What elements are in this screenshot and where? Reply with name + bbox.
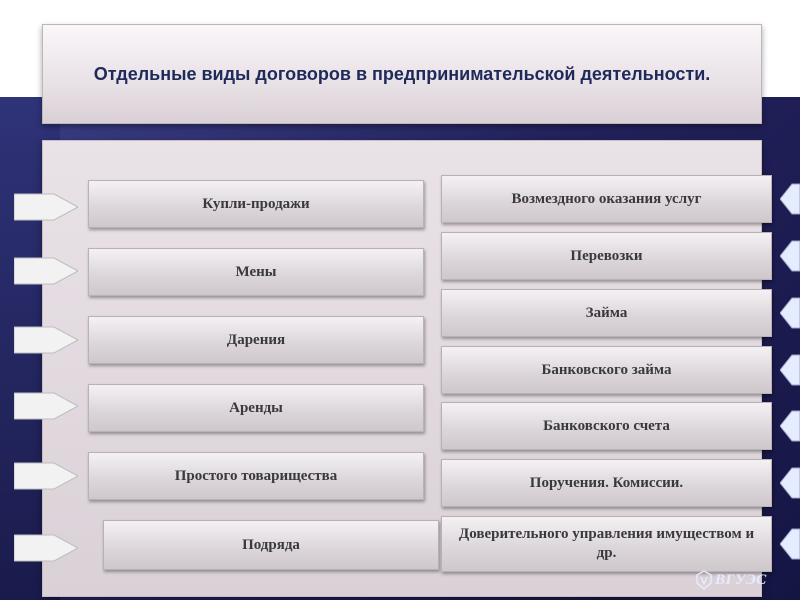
contract-item-exchange[interactable]: Мены — [88, 248, 424, 296]
left-arrow-icon — [14, 527, 78, 569]
logo-text: ВГУЭС — [715, 571, 767, 588]
left-arrow-icon — [14, 385, 78, 427]
right-arrow-icon — [780, 292, 800, 334]
contract-item-carriage[interactable]: Перевозки — [441, 232, 772, 280]
logo — [696, 568, 786, 592]
left-arrow-icon — [14, 319, 78, 361]
right-arrow-icon — [780, 405, 800, 447]
page-title: Отдельные виды договоров в предпринимательской деятельности. — [93, 64, 711, 84]
contract-item-sale[interactable]: Купли-продажи — [88, 180, 424, 228]
right-arrow-icon — [780, 178, 800, 220]
logo-emblem-icon — [696, 570, 712, 590]
contract-item-agency-commission[interactable]: Поручения. Комиссии. — [441, 459, 772, 507]
right-arrow-icon — [780, 462, 800, 504]
contract-item-bank-account[interactable]: Банковского счета — [441, 402, 772, 450]
contract-item-loan[interactable]: Займа — [441, 289, 772, 337]
contract-item-lease[interactable]: Аренды — [88, 384, 424, 432]
right-arrow-icon — [780, 349, 800, 391]
right-arrow-icon — [780, 523, 800, 565]
contract-item-donation[interactable]: Дарения — [88, 316, 424, 364]
left-arrow-icon — [14, 455, 78, 497]
left-arrow-icon — [14, 250, 78, 292]
contract-item-paid-services[interactable]: Возмездного оказания услуг — [441, 175, 772, 223]
contract-item-partnership[interactable]: Простого товарищества — [88, 452, 424, 500]
title-box — [42, 24, 762, 124]
contract-item-contract-work[interactable]: Подряда — [103, 520, 439, 570]
right-arrow-icon — [780, 235, 800, 277]
contract-item-trust-management[interactable]: Доверительного управления имуществом и др. — [441, 516, 772, 572]
contract-item-bank-loan[interactable]: Банковского займа — [441, 346, 772, 394]
left-arrow-icon — [14, 186, 78, 228]
